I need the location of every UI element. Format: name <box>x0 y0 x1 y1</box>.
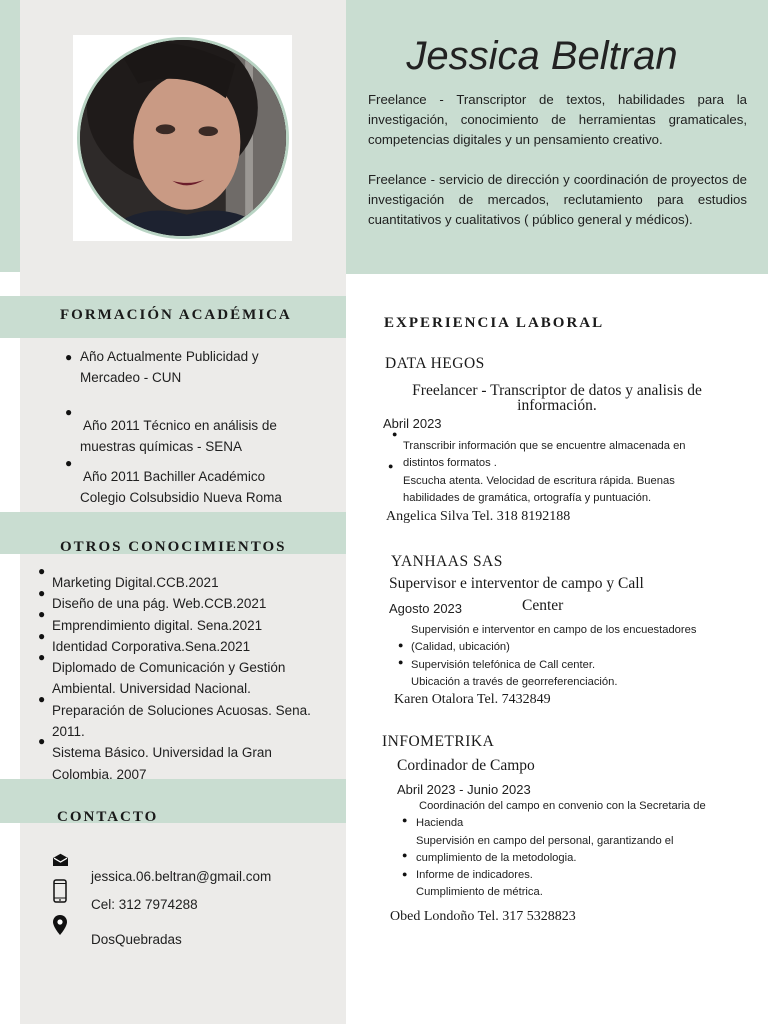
email-link[interactable]: jessica.06.beltran@gmail.com <box>91 869 272 884</box>
list-item: Marketing Digital.CCB.2021 <box>52 575 219 590</box>
job-detail-line: Supervisión en campo del personal, garantizando el <box>416 834 674 847</box>
job-detail-line: Hacienda <box>416 817 464 830</box>
education-line: Año Actualmente Publicidad y <box>80 349 259 364</box>
job-role-line: Cordinador de Campo <box>397 757 535 774</box>
summary-paragraph-2: Freelance - servicio de dirección y coordinación de proyectos de investigación de mercados, reclutamiento para estudios cuantitativos y cualitativos ( público general y médicos). <box>368 172 747 227</box>
job-detail-line: Coordinación del campo en convenio con la Secretaria de <box>419 800 706 812</box>
bullet-dot: ● <box>38 586 46 600</box>
job-details <box>411 622 741 691</box>
job-reference: Karen Otalora Tel. 7432849 <box>394 692 551 707</box>
phone-text: Cel: 312 7974288 <box>91 897 198 912</box>
list-item: Emprendimiento digital. Sena.2021 <box>52 617 263 633</box>
job-detail-line: Escucha atenta. Velocidad de escritura rápida. Buenas <box>403 474 675 487</box>
otros-list <box>52 572 332 785</box>
bullet-dot: ● <box>398 657 404 667</box>
contacto-title: CONTACTO <box>57 809 159 825</box>
list-item: Preparación de Soluciones Acuosas. Sena. <box>52 702 311 718</box>
envelope-icon <box>52 853 69 872</box>
list-item: 2011. <box>52 724 85 740</box>
job-reference: Angelica Silva Tel. 318 8192188 <box>386 509 571 524</box>
job-detail-line: Ubicación a través de georreferenciación. <box>411 675 618 688</box>
education-line: muestras químicas - SENA <box>80 439 243 454</box>
bullet-dot: ● <box>402 850 408 860</box>
formacion-title: FORMACIÓN ACADÉMICA <box>60 307 292 323</box>
job-detail-line: Supervisión telefónica de Call center. <box>411 658 596 671</box>
phone-icon <box>53 879 67 908</box>
education-line: Año 2011 Bachiller Académico <box>80 469 266 484</box>
job-details <box>403 438 723 507</box>
job-date: Abril 2023 - Junio 2023 <box>397 782 531 797</box>
bullet-dot: ● <box>402 815 408 825</box>
education-line: Mercadeo - CUN <box>80 370 182 385</box>
job-company: DATA HEGOS <box>385 355 485 372</box>
job-company: YANHAAS SAS <box>391 553 503 570</box>
education-item <box>80 466 330 508</box>
job-detail-line: habilidades de gramática, ortografía y puntuación. <box>403 491 652 504</box>
job-role <box>387 382 727 415</box>
profile-photo <box>77 37 289 239</box>
job-detail-line: (Calidad, ubicación) <box>411 641 510 654</box>
location-pin-icon <box>53 915 67 940</box>
job-reference: Obed Londoño Tel. 317 5328823 <box>390 909 576 924</box>
bullet-dot: ● <box>38 629 46 643</box>
bullet-dot: ● <box>65 456 73 470</box>
contacto-band <box>0 779 346 823</box>
bullet-dot: ● <box>398 640 404 650</box>
bullet-dot: ● <box>402 869 408 879</box>
education-item <box>80 346 310 388</box>
job-company: INFOMETRIKA <box>382 733 495 750</box>
job-role-line: Supervisor e interventor de campo y Call <box>389 575 644 592</box>
bullet-dot: ● <box>38 692 46 706</box>
job-detail-line: cumplimiento de la metodologia. <box>416 851 577 864</box>
education-item <box>80 415 320 457</box>
list-item: Ambiental. Universidad Nacional. <box>52 681 251 697</box>
bullet-dot: ● <box>38 564 46 578</box>
job-role-line: Center <box>522 597 564 614</box>
left-accent-strip <box>0 0 20 272</box>
job-role-line: información. <box>517 397 597 414</box>
bullet-dot: ● <box>65 405 73 419</box>
otros-title: OTROS CONOCIMIENTOS <box>60 539 287 555</box>
bullet-dot: ● <box>392 429 398 439</box>
job-detail-line: Cumplimiento de métrica. <box>416 886 543 899</box>
experiencia-title: EXPERIENCIA LABORAL <box>384 315 605 331</box>
bullet-dot: ● <box>38 607 46 621</box>
job-date: Agosto 2023 <box>389 601 463 616</box>
job-detail-line: distintos formatos . <box>403 457 497 470</box>
bullet-dot: ● <box>65 350 73 364</box>
job-detail-line: Informe de indicadores. <box>416 869 533 882</box>
bullet-dot: ● <box>38 734 46 748</box>
list-item: Sistema Básico. Universidad la Gran <box>52 745 272 761</box>
city-text: DosQuebradas <box>91 932 182 947</box>
list-item: Identidad Corporativa.Sena.2021 <box>52 638 251 654</box>
list-item: Colombia. 2007 <box>52 766 147 782</box>
bullet-dot: ● <box>38 650 46 664</box>
bullet-dot: ● <box>388 461 394 471</box>
job-role-line: Freelancer - Transcriptor de datos y analisis de <box>412 382 702 399</box>
job-date: Abril 2023 <box>383 416 442 431</box>
list-item: Diplomado de Comunicación y Gestión <box>52 660 286 676</box>
list-item: Diseño de una pág. Web.CCB.2021 <box>52 596 267 612</box>
summary-paragraph-1: Freelance - Transcriptor de textos, habilidades para la investigación, conocimiento de herramientas gramaticales, competencias digitales y un pensamiento creativo. <box>368 92 747 147</box>
candidate-name: Jessica Beltran <box>406 34 678 78</box>
job-details <box>416 798 736 902</box>
education-line: Año 2011 Técnico en análisis de <box>80 418 277 433</box>
job-detail-line: Supervisión e interventor en campo de los encuestadores <box>411 624 697 636</box>
job-detail-line: Transcribir información que se encuentre almacenada en <box>403 440 686 452</box>
education-line: Colegio Colsubsidio Nueva Roma <box>80 490 282 505</box>
